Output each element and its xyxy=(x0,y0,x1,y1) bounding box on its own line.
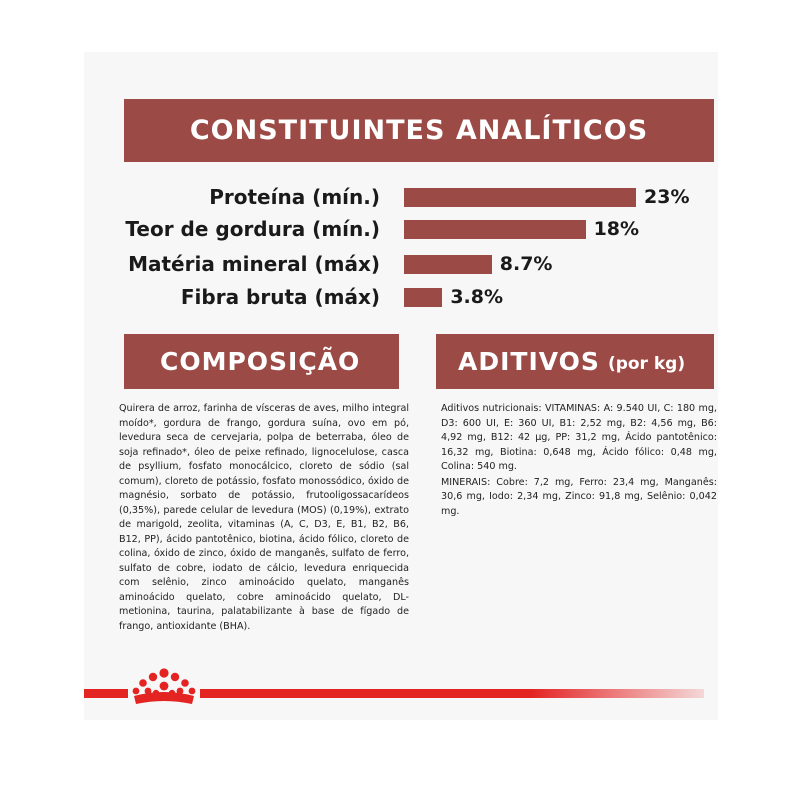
stat-bar xyxy=(404,255,492,274)
aditivos-header xyxy=(436,334,714,389)
stat-row xyxy=(0,183,800,211)
composicao-text: Quirera de arroz, farinha de vísceras de aves, milho integral moído*, gordura de frango, gordura suína, ovo em pó, levedura seca de cervejaria, polpa de beterraba, óleo de soja refinado*, óleo de peixe refinado, lignocelulose, casca de psyllium, fosfato monocálcico, cloreto de sódio (sal comum), cloreto de potássio, fosfato monossódico, óxido de magnésio, sorbato de potássio, frutooligossacarídeos (0,35%), parede celular de levedura (MOS) (0,19%), extrato de marigold, zeolita, vitaminas (A, C, D3, E, B1, B2, B6, B12, PP), ácido pantotênico, biotina, ácido fólico, cloreto de colina, óxido de zinco, óxido de manganês, sulfato de ferro, sulfato de cobre, iodato de cálcio, levedura enriquecida com selênio, zinco aminoácido quelato, manganês aminoácido quelato, cobre aminoácido quelato, DL-metionina, taurina, palatabilizante à base de fígado de frango, antioxidante (BHA). xyxy=(119,403,409,632)
stat-value-label: 23% xyxy=(644,186,690,208)
stat-value-label: 3.8% xyxy=(450,286,504,308)
stat-label: Teor de gordura (mín.) xyxy=(125,217,380,241)
stat-value-label: 8.7% xyxy=(499,253,553,275)
aditivos-title: ADITIVOS xyxy=(458,347,600,376)
stat-bar xyxy=(404,220,586,239)
stat-value-label: 18% xyxy=(593,218,640,240)
stat-row xyxy=(0,215,800,243)
composicao-title: COMPOSIÇÃO xyxy=(160,347,361,376)
stat-bar xyxy=(404,188,636,207)
composicao-header xyxy=(124,334,399,389)
stat-row xyxy=(0,283,800,311)
constituintes-title: CONSTITUINTES ANALÍTICOS xyxy=(189,115,649,146)
crown-icon xyxy=(128,664,200,710)
stat-label: Fibra bruta (máx) xyxy=(180,285,380,309)
stat-row xyxy=(0,250,800,278)
stat-label: Proteína (mín.) xyxy=(209,185,380,209)
aditivos-text xyxy=(441,402,717,519)
aditivos-title-suffix: (por kg) xyxy=(607,353,686,374)
aditivos-vitaminas: Aditivos nutricionais: VITAMINAS: A: 9.540 UI, C: 180 mg, D3: 600 UI, E: 360 UI, B1: 2,52 mg, B2: 4,56 mg, B6: 4,92 mg, B12: 42 µg, PP: 31,2 mg, Ácido pantotênico: 16,32 mg, Biotina: 0,648 mg, Ácido fólico: 0,48 mg, Colina: 540 mg. xyxy=(441,403,717,472)
stat-bar xyxy=(404,288,442,307)
constituintes-header xyxy=(124,99,714,162)
aditivos-minerais: MINERAIS: Cobre: 7,2 mg, Ferro: 23,4 mg, Manganês: 30,6 mg, Iodo: 2,34 mg, Zinco: 91,8 mg, Selênio: 0,042 mg. xyxy=(441,476,717,517)
stat-label: Matéria mineral (máx) xyxy=(128,252,380,276)
